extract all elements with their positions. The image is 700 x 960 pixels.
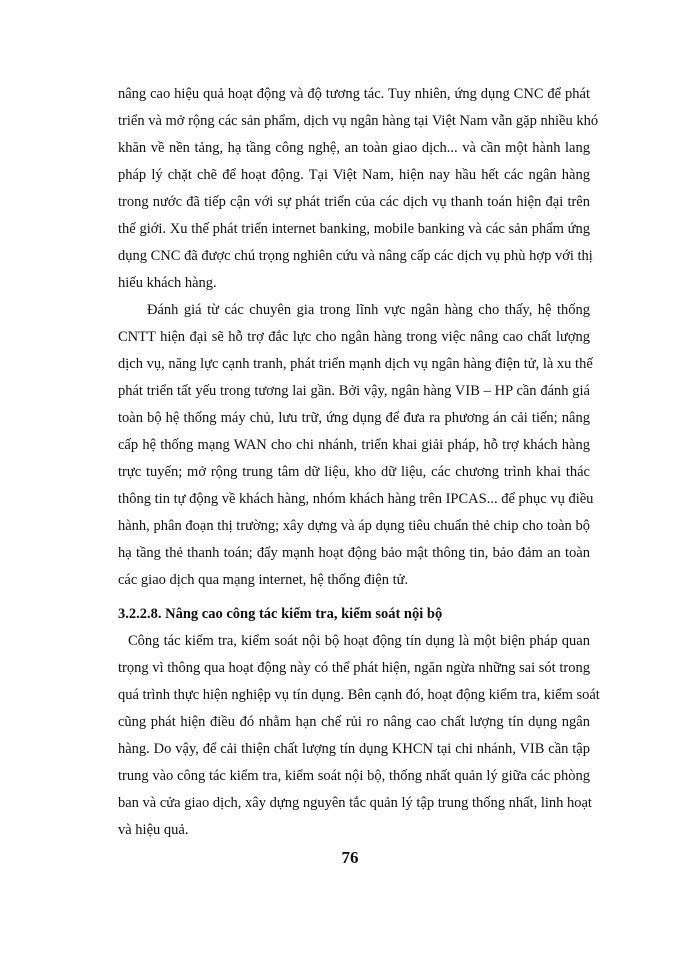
- paragraph-3-line: trọng vì thông qua hoạt động này có thể phát hiện, ngăn ngừa những sai sót trong: [118, 660, 590, 676]
- paragraph-2-line: hành, phân đoạn thị trường; xây dựng và áp dụng tiêu chuẩn thẻ chip cho toàn bộ: [118, 518, 590, 534]
- paragraph-1-line: dụng CNC đã được chú trọng nghiên cứu và nâng cấp các dịch vụ phù hợp với thị: [118, 248, 593, 264]
- paragraph-1-line: pháp lý chặt chẽ để hoạt động. Tại Việt Nam, hiện nay hầu hết các ngân hàng: [118, 167, 590, 183]
- paragraph-2-line: CNTT hiện đại sẽ hỗ trợ đắc lực cho ngân hàng trong việc nâng cao chất lượng: [118, 329, 590, 345]
- paragraph-2-line: phát triển tất yếu trong tương lai gần. Bởi vậy, ngân hàng VIB – HP cần đánh giá: [118, 383, 590, 399]
- paragraph-1-line: trong nước đã tiếp cận với sự phát triển của các dịch vụ thanh toán hiện đại trên: [118, 194, 590, 210]
- paragraph-3-line: ban và cửa giao dịch, xây dựng nguyên tắc quản lý tập trung thống nhất, linh hoạt: [118, 795, 592, 811]
- paragraph-2-line: thông tin tự động về khách hàng, nhóm khách hàng trên IPCAS... để phục vụ điều: [118, 491, 594, 507]
- paragraph-3-line: cũng phát hiện điều đó nhằm hạn chế rủi ro nâng cao chất lượng tín dụng ngân: [118, 714, 590, 730]
- paragraph-1-line: hiếu khách hàng.: [118, 275, 217, 291]
- paragraph-3-line: hàng. Do vậy, để cải thiện chất lượng tín dụng KHCN tại chi nhánh, VIB cần tập: [118, 741, 590, 757]
- paragraph-2-line: hạ tầng thẻ thanh toán; đẩy mạnh hoạt động bảo mật thông tin, bảo đảm an toàn: [118, 545, 590, 561]
- paragraph-2-line: các giao dịch qua mạng internet, hệ thống điện tử.: [118, 572, 409, 588]
- paragraph-1-line: triển và mở rộng các sản phẩm, dịch vụ ngân hàng tại Việt Nam vẫn gặp nhiều khó: [118, 113, 599, 129]
- paragraph-1-line: thế giới. Xu thế phát triển internet banking, mobile banking và các sản phẩm ứng: [118, 221, 590, 237]
- paragraph-3-line: Công tác kiểm tra, kiểm soát nội bộ hoạt động tín dụng là một biện pháp quan: [128, 633, 590, 649]
- section-heading: 3.2.2.8. Nâng cao công tác kiểm tra, kiểm soát nội bộ: [118, 606, 443, 622]
- paragraph-2-line: cấp hệ thống mạng WAN cho chi nhánh, triển khai giải pháp, hỗ trợ khách hàng: [118, 437, 590, 453]
- paragraph-2-line: trực tuyến; mở rộng trung tâm dữ liệu, kho dữ liệu, các chương trình khai thác: [118, 464, 590, 480]
- page-number: 76: [341, 848, 359, 867]
- paragraph-3-line: quá trình thực hiện nghiệp vụ tín dụng. Bên cạnh đó, hoạt động kiểm tra, kiểm soát: [118, 687, 600, 703]
- paragraph-3-line: trung vào công tác kiểm tra, kiểm soát nội bộ, thống nhất quản lý giữa các phòng: [118, 768, 590, 784]
- paragraph-2-line: toàn bộ hệ thống máy chủ, lưu trữ, ứng dụng để đưa ra phương án cải tiến; nâng: [118, 410, 590, 426]
- paragraph-1-line: nâng cao hiệu quả hoạt động và độ tương tác. Tuy nhiên, ứng dụng CNC để phát: [118, 86, 590, 102]
- paragraph-1-line: khăn về nền tảng, hạ tầng công nghệ, an toàn giao dịch... và cần một hành lang: [118, 140, 590, 156]
- paragraph-2-line: Đánh giá từ các chuyên gia trong lĩnh vực ngân hàng cho thấy, hệ thống: [147, 302, 590, 318]
- paragraph-3-line: và hiệu quả.: [118, 822, 189, 838]
- paragraph-2-line: dịch vụ, năng lực cạnh tranh, phát triển mạnh dịch vụ ngân hàng điện tử, là xu thế: [118, 356, 593, 372]
